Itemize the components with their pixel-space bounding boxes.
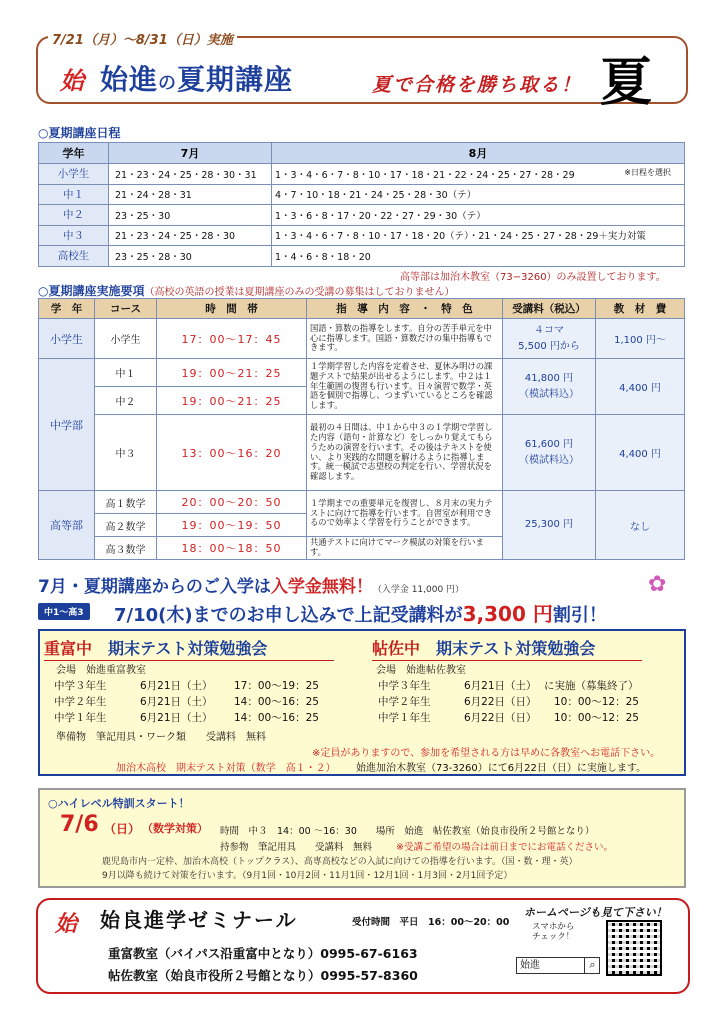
row-date: 6月21日（土） xyxy=(140,680,213,692)
desc-cell: １学期までの重要単元を復習し、８月末の実力テストに向けて指導を行います。自習室が利用できるので効率よく学習を行うことができます。 xyxy=(307,491,503,537)
logo-icon: 始 xyxy=(55,912,78,937)
grade-cell: 中３ xyxy=(39,225,109,246)
row-grade: 中学２年生 xyxy=(378,696,431,708)
exam-left-venue: 会場 始進重富教室 xyxy=(56,665,146,676)
exam-left-row xyxy=(54,678,107,693)
row-time: に実施（募集終了） xyxy=(544,680,639,692)
aug-cell: 1・3・6・8・17・20・22・27・29・30（テ） xyxy=(272,205,685,226)
jul-cell: 21・24・28・31 xyxy=(109,184,272,205)
exam-items: 準備物 筆記用具・ワーク類 受講料 無料 xyxy=(56,732,266,743)
row-time: 14：00〜16：25 xyxy=(234,696,319,708)
page-title xyxy=(100,58,293,98)
header-fee: 受講料（税込） xyxy=(503,299,596,319)
exam-right-label: 期末テスト対策勉強会 xyxy=(436,639,596,658)
header-content: 指 導 内 容 ・ 特 色 xyxy=(307,299,503,319)
row-time: 10：00〜12：25 xyxy=(554,712,639,724)
row-grade: 中学３年生 xyxy=(378,680,431,692)
header-material: 教 材 費 xyxy=(596,299,685,319)
course-table xyxy=(38,298,685,560)
course-subtitle: （高校の英語の授業は夏期講座のみの受講の募集はしておりません） xyxy=(144,287,455,298)
row-grade: 中学１年生 xyxy=(54,712,107,724)
desc-cell: １学期学習した内容を定着させ、夏休み明けの課題テストで結果が出せるようにします。中２は１年生範囲の復習も行います。日々演習で数学・英語を個別で指導し、つまずいているところを確認します。 xyxy=(307,359,503,415)
time-cell: 18：00〜18：50 xyxy=(157,537,307,560)
kajiki-title: 加治木高校 期末テスト対策（数学 高１・２） xyxy=(116,763,336,774)
highlevel-notice: ※受講ご希望の場合は前日までにお電話ください。 xyxy=(396,842,613,853)
course-header-row xyxy=(39,299,685,319)
school-name: 始良進学ゼミナール xyxy=(100,908,298,932)
course-cell: 中２ xyxy=(95,387,157,415)
course-cell: 高３数学 xyxy=(95,537,157,560)
time-cell: 19：00〜21：25 xyxy=(157,359,307,387)
fee-amount: 5,500 円から xyxy=(518,340,580,352)
fee-cell: 25,300 円 xyxy=(503,491,596,560)
highlevel-desc-1: 鹿児島市内一定枠、加治木高校（トップクラス）、高専高校などの入試に向けての指導を行います。（国・数・理・英） xyxy=(102,857,578,867)
promo1-a: 7月・夏期講座からのご入学は xyxy=(38,577,271,597)
material-cell: 4,400 円 xyxy=(596,415,685,491)
row-date: 6月21日（土） xyxy=(464,680,537,692)
table-row xyxy=(39,205,685,226)
row-date: 6月22日（日） xyxy=(464,712,537,724)
course-cell: 中１ xyxy=(95,359,157,387)
schedule-header-aug: 8月 xyxy=(272,143,685,164)
desc-cell: 共通テストに向けてマーク模試の対策を行います。 xyxy=(307,537,503,560)
grade-cell: 高校生 xyxy=(39,246,109,267)
schedule-header-row xyxy=(39,143,685,164)
course-cell: 高２数学 xyxy=(95,514,157,537)
promo-line-1 xyxy=(38,572,464,597)
jul-cell: 21・23・24・25・28・30 xyxy=(109,225,272,246)
course-cell: 中３ xyxy=(95,415,157,491)
jul-cell: 21・23・24・25・28・30・31 xyxy=(109,164,272,185)
exam-left-label: 期末テスト対策勉強会 xyxy=(108,639,268,658)
table-row xyxy=(39,184,685,205)
fee-note: （模試料込） xyxy=(519,388,579,400)
table-row xyxy=(39,359,685,387)
flower-icon: ✿ xyxy=(648,572,667,597)
highlevel-subject: （数学対策） xyxy=(142,822,208,835)
desc-cell: 最初の４日間は、中１から中３の１学期で学習した内容（語句・計算など）をしっかり覚えてもらうための演習を行います。その後はテキストを使い、より実践的な問題を解けるように指導します。統一模試で志望校の判定を行い、学習状況を確認します。 xyxy=(307,415,503,491)
material-cell: 4,400 円 xyxy=(596,359,685,415)
highlevel-title: ○ハイレベル特訓スタート！ xyxy=(48,797,190,810)
promo1-b: 入学金無料！ xyxy=(270,577,373,597)
aug-cell: 1・4・6・8・18・20 xyxy=(272,246,685,267)
course-title: ○夏期講座実施要項 xyxy=(38,284,145,298)
row-grade: 中学２年生 xyxy=(54,696,107,708)
schedule-table xyxy=(38,142,685,267)
title-no: の xyxy=(158,73,178,94)
time-cell: 19：00〜21：25 xyxy=(157,387,307,415)
grade-cell: 中１ xyxy=(39,184,109,205)
highlevel-date: 7/6 xyxy=(60,812,99,837)
classroom-chosa: 帖佐教室（始良市役所２号館となり）0995-57-8360 xyxy=(108,968,418,983)
exam-notice: ※定員がありますので、参加を希望される方は早めに各教室へお電話下さい。 xyxy=(312,748,661,759)
promo2-b: 3,300 円 xyxy=(462,602,553,626)
search-icon[interactable]: ⌕ xyxy=(584,957,600,974)
header-time: 時 間 帯 xyxy=(157,299,307,319)
homepage-message: ホームページも見て下さい！ xyxy=(524,906,667,919)
group-junior: 中学部 xyxy=(39,359,95,491)
title-part-a: 始進 xyxy=(100,63,159,96)
course-cell: 高１数学 xyxy=(95,491,157,514)
aside-note: ※日程を選択 xyxy=(624,167,671,177)
search-input[interactable]: 始進 xyxy=(516,957,600,974)
desc-cell: 国語・算数の指導をします。自分の苦手単元を中心に指導します。国語・算数だけの集中指導もできます。 xyxy=(307,319,503,359)
promo2-c: 割引！ xyxy=(552,605,607,626)
catch-phrase: 夏で合格を勝ち取る！ xyxy=(372,74,583,96)
grade-badge: 中1〜高3 xyxy=(38,603,90,620)
period-label: 7/21（月）～8/31（日）実施 xyxy=(48,29,237,48)
time-cell: 19：00〜19：50 xyxy=(157,514,307,537)
row-date: 6月21日（土） xyxy=(140,712,213,724)
promo1-c: （入学金 11,000 円） xyxy=(372,585,465,595)
time-cell: 20：00〜20：50 xyxy=(157,491,307,514)
row-time: 17：00〜19：25 xyxy=(234,680,319,692)
reception-hours: 受付時間 平日 16：00〜20：00 xyxy=(352,917,510,928)
header-course: コース xyxy=(95,299,157,319)
fee-amount: 61,600 円 xyxy=(524,438,574,450)
exam-left-school: 重富中 xyxy=(44,639,93,658)
table-row xyxy=(39,319,685,359)
kajiki-detail: 始進加治木教室（73-3260）にて6月22日（日）に実施します。 xyxy=(356,763,647,774)
exam-right-school: 帖佐中 xyxy=(372,639,421,658)
course-title-wrap xyxy=(38,282,454,299)
promo2-a: 7/10(木)までのお申し込みで上記受講料が xyxy=(114,605,463,626)
schedule-title: ○夏期講座日程 xyxy=(38,126,121,140)
exam-right-venue: 会場 始進帖佐教室 xyxy=(376,665,466,676)
fee-cell xyxy=(503,415,596,491)
schedule-header-jul: 7月 xyxy=(109,143,272,164)
aug-dates: 1・3・4・6・7・8・10・17・18・21・22・24・25・27・28・29 xyxy=(275,169,575,181)
aug-cell xyxy=(272,164,685,185)
highlevel-day: （日） xyxy=(104,822,141,836)
header-grade: 学 年 xyxy=(39,299,95,319)
jul-cell: 23・25・30 xyxy=(109,205,272,226)
highlevel-items: 持参物 筆記用具 受講料 無料 xyxy=(220,842,373,853)
fee-note: （模試料込） xyxy=(519,454,579,466)
table-row xyxy=(39,246,685,267)
time-cell: 13：00〜16：20 xyxy=(157,415,307,491)
table-row xyxy=(39,415,685,491)
row-grade: 中学１年生 xyxy=(378,712,431,724)
aug-cell: 1・3・4・6・7・8・10・17・18・20（テ）・21・24・25・27・28・29＋実力対策 xyxy=(272,225,685,246)
time-cell: 17：00〜17：45 xyxy=(157,319,307,359)
row-date: 6月22日（日） xyxy=(464,696,537,708)
title-part-b: 夏期講座 xyxy=(177,63,294,96)
material-cell: 1,100 円〜 xyxy=(596,319,685,359)
grade-cell: 小学生 xyxy=(39,164,109,185)
calligraphy-kanji: 夏 xyxy=(600,52,653,113)
group-senior: 高等部 xyxy=(39,491,95,560)
fee-cell xyxy=(503,359,596,415)
row-date: 6月21日（土） xyxy=(140,696,213,708)
fee-koma: ４コマ xyxy=(534,324,564,336)
table-row xyxy=(39,491,685,514)
exam-left-title xyxy=(44,636,334,661)
row-time: 10：00〜12：25 xyxy=(554,696,639,708)
material-cell: なし xyxy=(596,491,685,560)
group-elementary: 小学生 xyxy=(39,319,95,359)
highlevel-time: 時間 中３ 14：00 〜16：30 場所 始進 帖佐教室（始良市役所２号館となり） xyxy=(220,826,595,837)
table-row xyxy=(39,164,685,185)
course-cell: 小学生 xyxy=(95,319,157,359)
row-grade: 中学３年生 xyxy=(54,680,107,692)
senior-note: 高等部は加治木教室（73−3260）のみ設置しております。 xyxy=(400,272,666,283)
table-row xyxy=(39,225,685,246)
row-time: 14：00〜16：25 xyxy=(234,712,319,724)
qr-code-icon[interactable] xyxy=(606,920,662,976)
smartphone-note: スマホから チェック！ xyxy=(532,922,575,943)
promo-line-2 xyxy=(114,598,607,627)
logo-icon: 始 xyxy=(60,67,84,95)
schedule-header-grade: 学年 xyxy=(39,143,109,164)
aug-cell: 4・7・10・18・21・24・25・28・30（テ） xyxy=(272,184,685,205)
grade-cell: 中２ xyxy=(39,205,109,226)
highlevel-desc-2: 9月以降も続けて対策を行います。（9月1回・10月2回・11月1回・12月1回・1月3回・2月1回予定） xyxy=(102,871,513,881)
jul-cell: 23・25・28・30 xyxy=(109,246,272,267)
fee-cell xyxy=(503,319,596,359)
exam-right-title xyxy=(372,636,642,661)
classroom-shigetomi: 重富教室（バイパス沿重富中となり）0995-67-6163 xyxy=(108,946,418,961)
fee-amount: 41,800 円 xyxy=(524,372,574,384)
